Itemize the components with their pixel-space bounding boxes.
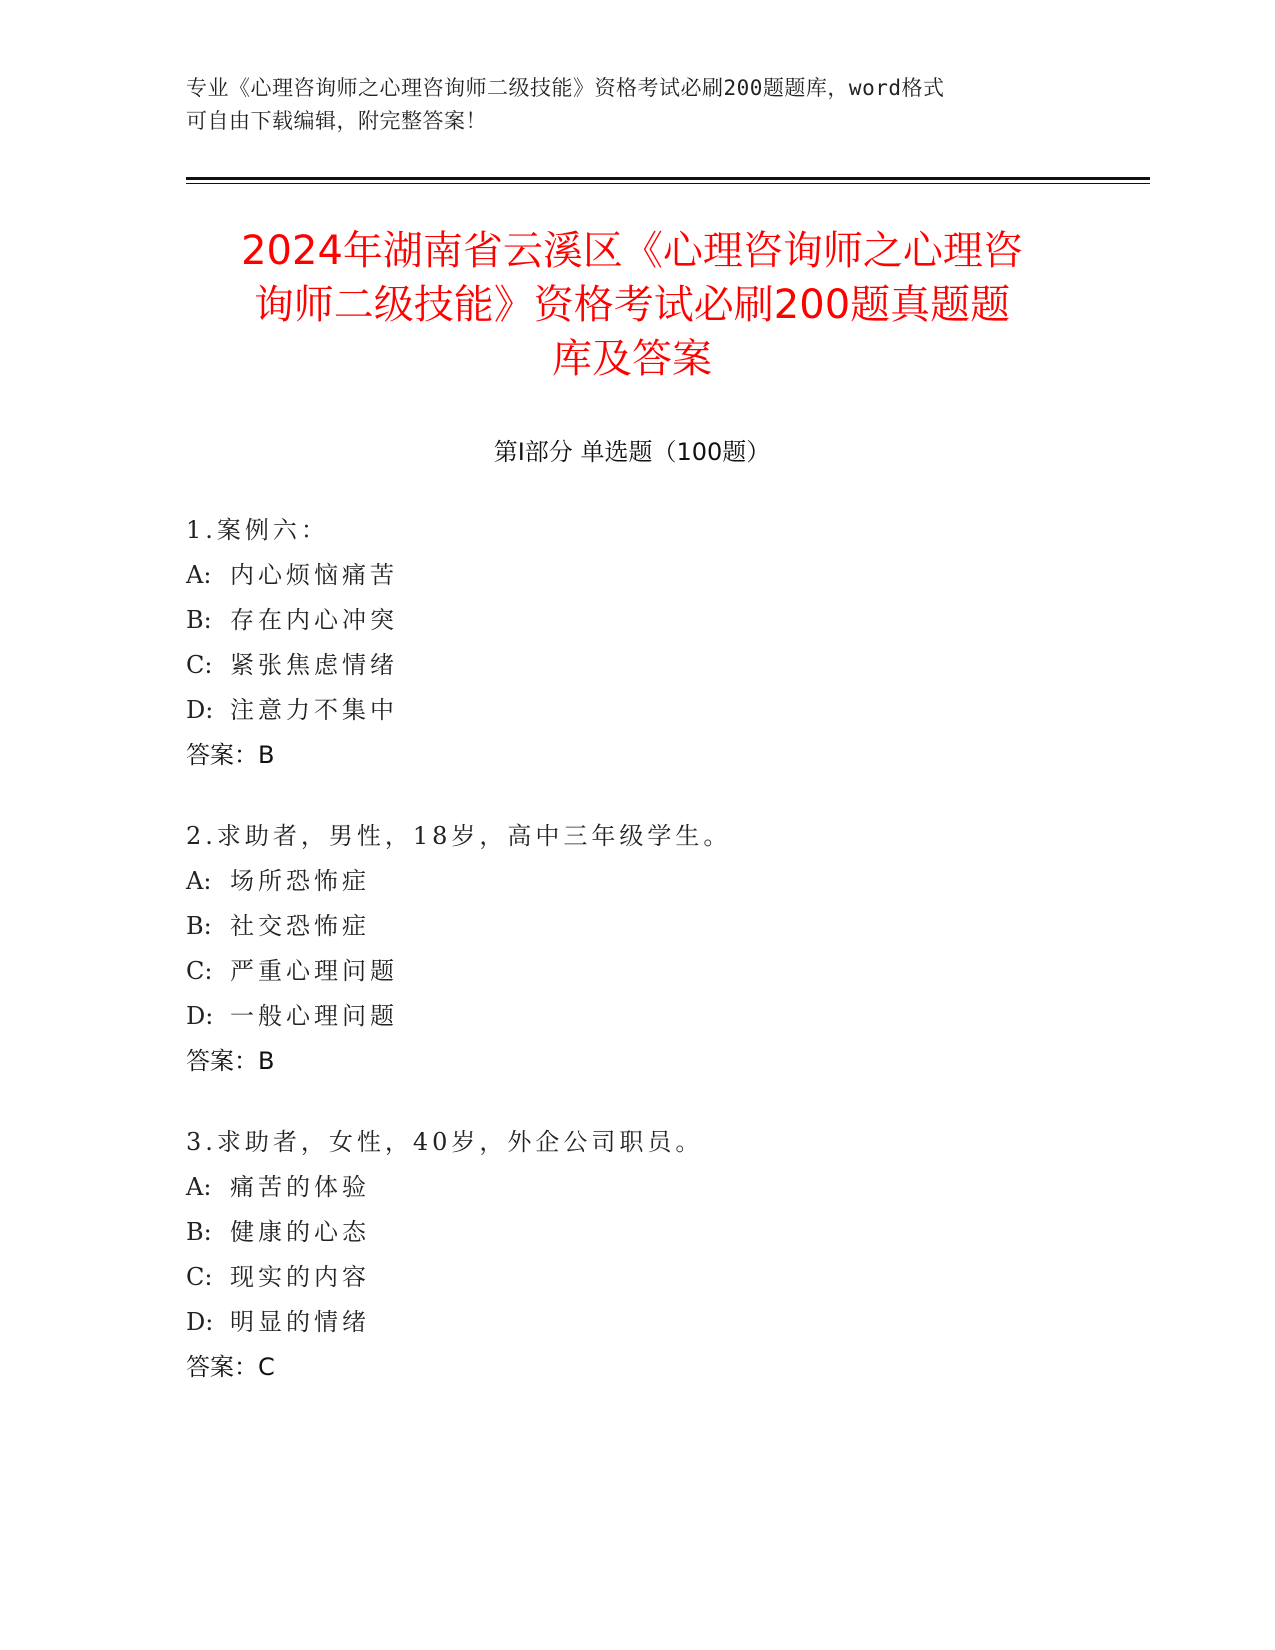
option-letter: C: [186,1263,213,1291]
option-a [186,553,1086,598]
option-text: 场所恐怖症 [230,867,370,895]
option-letter: D: [186,1002,214,1030]
option-a [186,859,1086,904]
option-c [186,949,1086,994]
option-d [186,1300,1086,1345]
header-note-line2: 可自由下载编辑，附完整答案！ [186,109,487,133]
option-text: 明显的情绪 [230,1308,370,1336]
header-rule-thick [186,177,1150,180]
question-1 [186,508,1086,778]
option-text: 注意力不集中 [230,696,398,724]
option-letter: B: [186,912,212,940]
title-line1: 2024年湖南省云溪区《心理咨询师之心理咨 [241,228,1023,274]
option-text: 痛苦的体验 [230,1173,370,1201]
option-letter: A: [186,867,212,895]
option-letter: C: [186,957,213,985]
answer: 答案：B [186,741,275,769]
answer: 答案：B [186,1047,275,1075]
header-note [186,72,1066,138]
option-c [186,643,1086,688]
option-letter: C: [186,651,213,679]
question-stem: 2.求助者，男性，18岁，高中三年级学生。 [186,822,732,850]
question-stem: 3.求助者，女性，40岁，外企公司职员。 [186,1128,704,1156]
header-note-line1: 专业《心理咨询师之心理咨询师二级技能》资格考试必刷200题题库，word格式 [186,76,945,100]
option-letter: D: [186,1308,214,1336]
option-text: 内心烦恼痛苦 [230,561,398,589]
option-letter: A: [186,1173,212,1201]
option-text: 严重心理问题 [230,957,398,985]
option-letter: A: [186,561,212,589]
option-text: 存在内心冲突 [230,606,398,634]
option-d [186,688,1086,733]
question-stem: 1.案例六： [186,516,329,544]
section-title: 第Ⅰ部分 单选题（100题） [493,438,771,466]
option-text: 社交恐怖症 [230,912,370,940]
option-text: 健康的心态 [230,1218,370,1246]
option-b [186,1210,1086,1255]
option-text: 现实的内容 [230,1263,370,1291]
option-b [186,598,1086,643]
title-line2: 询师二级技能》资格考试必刷200题真题题 [253,282,1011,328]
option-text: 紧张焦虑情绪 [230,651,398,679]
answer: 答案：C [186,1353,275,1381]
option-c [186,1255,1086,1300]
option-b [186,904,1086,949]
title-line3: 库及答案 [552,336,712,382]
question-3 [186,1120,1086,1390]
document-title [186,224,1078,386]
question-2 [186,814,1086,1084]
option-letter: B: [186,1218,212,1246]
option-a [186,1165,1086,1210]
header-rule-thin [186,183,1150,184]
option-letter: D: [186,696,214,724]
option-d [186,994,1086,1039]
option-text: 一般心理问题 [230,1002,398,1030]
option-letter: B: [186,606,212,634]
